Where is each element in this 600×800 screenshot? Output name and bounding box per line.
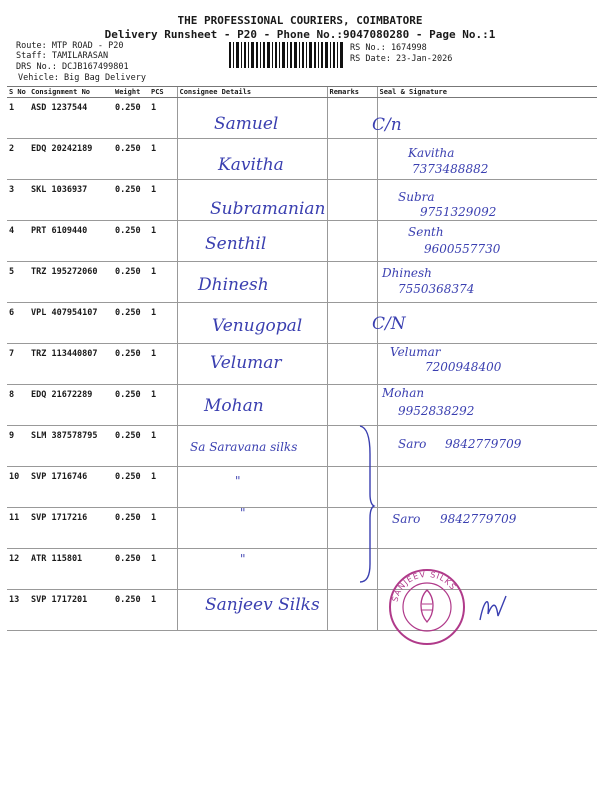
- cell-consignment: EDQ 21672289: [29, 385, 113, 426]
- svg-text:SANJEEV SILKS: [390, 570, 458, 603]
- handwritten-name: Subramanian: [210, 199, 326, 219]
- ditto-mark: ": [235, 474, 241, 488]
- cell-weight: 0.250: [113, 426, 149, 467]
- route-label: Route: MTP ROAD - P20: [16, 41, 124, 51]
- runsheet-table: [7, 86, 597, 631]
- signature: Saro: [392, 512, 421, 526]
- handwritten-name: Kavitha: [218, 155, 284, 175]
- cell-signature: [377, 98, 597, 139]
- cell-consignment: ATR 115801: [29, 549, 113, 590]
- signature-phone: 7373488882: [412, 162, 489, 176]
- signature-phone: 9842779709: [440, 512, 517, 526]
- cell-weight: 0.250: [113, 590, 149, 631]
- cell-sno: 6: [7, 303, 29, 344]
- signature: Mohan: [382, 386, 425, 400]
- cell-weight: 0.250: [113, 262, 149, 303]
- cell-consignment: SVP 1717201: [29, 590, 113, 631]
- handwritten-name: Sa Saravana silks: [190, 440, 298, 454]
- cell-sno: 11: [7, 508, 29, 549]
- cell-sno: 9: [7, 426, 29, 467]
- cell-weight: 0.250: [113, 344, 149, 385]
- cell-weight: 0.250: [113, 385, 149, 426]
- cell-sno: 10: [7, 467, 29, 508]
- table-row: [7, 221, 597, 262]
- handwritten-name: Samuel: [214, 114, 279, 134]
- signature: Kavitha: [408, 146, 455, 160]
- cell-remarks: [327, 139, 377, 180]
- table-row: [7, 467, 597, 508]
- cell-weight: 0.250: [113, 303, 149, 344]
- col-header-consignment: Consignment No: [29, 87, 113, 98]
- cell-sno: 5: [7, 262, 29, 303]
- cell-remarks: [327, 344, 377, 385]
- cell-sno: 8: [7, 385, 29, 426]
- staff-label: Staff: TAMILARASAN: [16, 51, 109, 61]
- cell-weight: 0.250: [113, 467, 149, 508]
- signature-squiggle: [476, 590, 510, 624]
- table-row: [7, 139, 597, 180]
- cell-pcs: 1: [149, 426, 177, 467]
- signature-phone: 9842779709: [445, 437, 522, 451]
- signature: C/n: [372, 115, 402, 135]
- table-row: [7, 385, 597, 426]
- table-row: [7, 344, 597, 385]
- runsheet-title: Delivery Runsheet - P20 - Phone No.:9047080280 - Page No.:1: [104, 28, 496, 41]
- cell-signature: [377, 467, 597, 508]
- cell-sno: 3: [7, 180, 29, 221]
- signature-phone: 9751329092: [420, 205, 497, 219]
- cell-sno: 7: [7, 344, 29, 385]
- vehicle-label: Vehicle: Big Bag Delivery: [18, 73, 146, 83]
- cell-consignment: SKL 1036937: [29, 180, 113, 221]
- drs-label: DRS No.: DCJB167499801: [16, 62, 129, 72]
- cell-consignment: ASD 1237544: [29, 98, 113, 139]
- cell-consignee: [177, 549, 327, 590]
- cell-consignee: [177, 467, 327, 508]
- cell-weight: 0.250: [113, 98, 149, 139]
- cell-consignment: TRZ 113440807: [29, 344, 113, 385]
- cell-pcs: 1: [149, 385, 177, 426]
- cell-sno: 4: [7, 221, 29, 262]
- signature: C/N: [372, 314, 406, 334]
- col-header-pcs: PCS: [149, 87, 177, 98]
- cell-weight: 0.250: [113, 549, 149, 590]
- cell-weight: 0.250: [113, 508, 149, 549]
- cell-weight: 0.250: [113, 139, 149, 180]
- cell-consignment: PRT 6109440: [29, 221, 113, 262]
- cell-consignment: SLM 387578795: [29, 426, 113, 467]
- cell-pcs: 1: [149, 508, 177, 549]
- handwritten-name: Mohan: [204, 396, 264, 416]
- cell-sno: 13: [7, 590, 29, 631]
- cell-weight: 0.250: [113, 180, 149, 221]
- table-body: [7, 98, 597, 631]
- cell-consignee: [177, 508, 327, 549]
- cell-remarks: [327, 385, 377, 426]
- signature-phone: 9600557730: [424, 242, 501, 256]
- cell-sno: 12: [7, 549, 29, 590]
- cell-consignment: VPL 407954107: [29, 303, 113, 344]
- cell-consignment: SVP 1716746: [29, 467, 113, 508]
- cell-remarks: [327, 98, 377, 139]
- signature: Dhinesh: [382, 266, 432, 280]
- company-title: THE PROFESSIONAL COURIERS, COIMBATORE: [177, 14, 423, 27]
- cell-pcs: 1: [149, 467, 177, 508]
- cell-pcs: 1: [149, 549, 177, 590]
- signature-phone: 7200948400: [425, 360, 502, 374]
- cell-pcs: 1: [149, 303, 177, 344]
- handwritten-name: Sanjeev Silks: [205, 595, 320, 615]
- rs-number: RS No.: 1674998: [350, 43, 427, 53]
- barcode-image: [229, 42, 345, 68]
- ditto-mark: ": [240, 506, 246, 520]
- cell-weight: 0.250: [113, 221, 149, 262]
- signature: Senth: [408, 225, 444, 239]
- col-header-remarks: Remarks: [327, 87, 377, 98]
- cell-remarks: [327, 262, 377, 303]
- handwritten-name: Velumar: [210, 353, 282, 373]
- table-header-row: [7, 87, 597, 98]
- cell-consignment: TRZ 195272060: [29, 262, 113, 303]
- handwritten-name: Venugopal: [212, 316, 303, 336]
- cell-pcs: 1: [149, 221, 177, 262]
- signature-phone: 7550368374: [398, 282, 475, 296]
- col-header-weight: Weight: [113, 87, 149, 98]
- cell-remarks: [327, 303, 377, 344]
- handwritten-name: Senthil: [205, 234, 267, 254]
- col-header-sno: S No: [7, 87, 29, 98]
- cell-pcs: 1: [149, 180, 177, 221]
- cell-pcs: 1: [149, 262, 177, 303]
- cell-sno: 2: [7, 139, 29, 180]
- signature: Saro: [398, 437, 427, 451]
- table-row: [7, 98, 597, 139]
- cell-pcs: 1: [149, 139, 177, 180]
- col-header-consignee: Consignee Details: [177, 87, 327, 98]
- cell-remarks: [327, 221, 377, 262]
- cell-pcs: 1: [149, 344, 177, 385]
- cell-remarks: [327, 590, 377, 631]
- company-stamp: [388, 568, 466, 646]
- cell-consignment: EDQ 20242189: [29, 139, 113, 180]
- cell-remarks: [327, 180, 377, 221]
- signature: Subra: [398, 190, 435, 204]
- stamp-text: SANJEEV SILKS: [390, 569, 458, 603]
- cell-pcs: 1: [149, 590, 177, 631]
- rs-date: RS Date: 23-Jan-2026: [350, 54, 453, 64]
- bracket-mark: [356, 424, 376, 584]
- signature-phone: 9952838292: [398, 404, 475, 418]
- handwritten-name: Dhinesh: [198, 275, 269, 295]
- cell-consignment: SVP 1717216: [29, 508, 113, 549]
- signature: Velumar: [390, 345, 441, 359]
- table-row: [7, 549, 597, 590]
- ditto-mark: ": [240, 552, 246, 566]
- table-row: [7, 262, 597, 303]
- cell-signature: [377, 303, 597, 344]
- col-header-signature: Seal & Signature: [377, 87, 597, 98]
- cell-pcs: 1: [149, 98, 177, 139]
- cell-sno: 1: [7, 98, 29, 139]
